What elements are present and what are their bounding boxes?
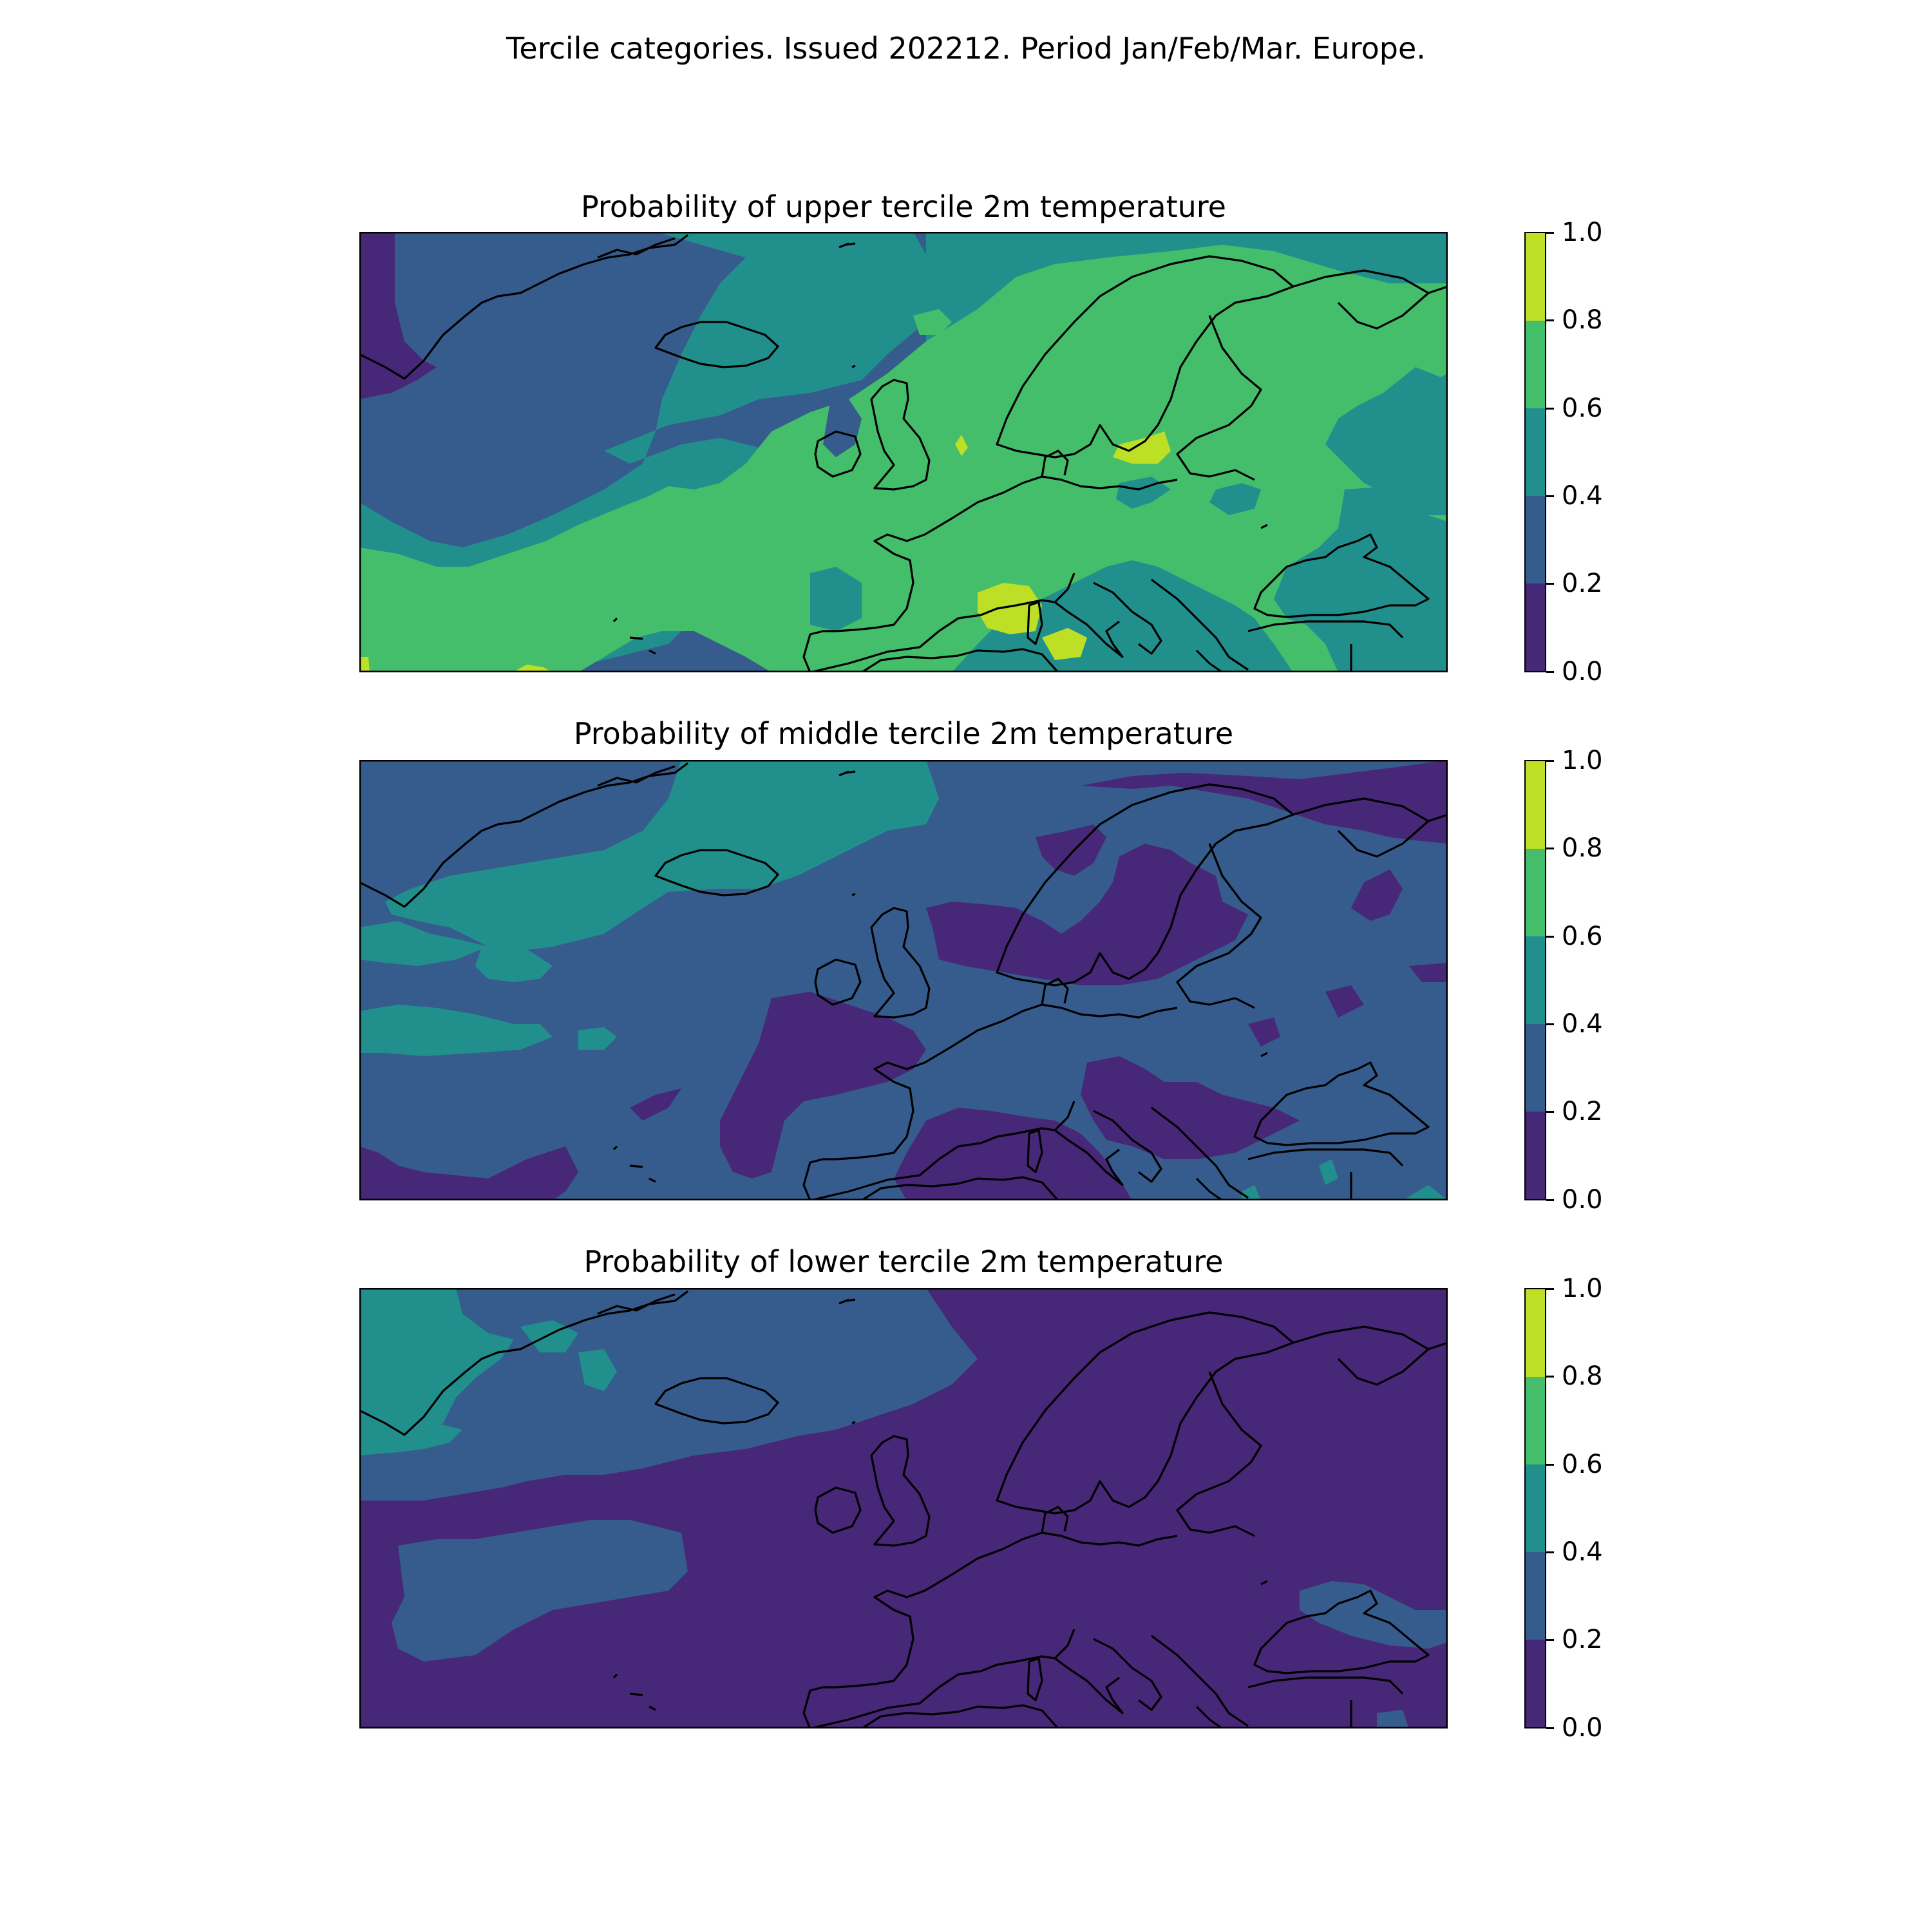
panel-middle-title: Probability of middle tercile 2m temperature [573,716,1234,751]
colorbar-upper [1524,232,1546,672]
panel-lower-title: Probability of lower tercile 2m temperature [583,1244,1224,1279]
colorbar-middle [1524,760,1546,1200]
panel-upper-title: Probability of upper tercile 2m temperature [581,189,1226,224]
map-upper-tercile [359,232,1448,672]
map-lower-tercile [359,1288,1448,1728]
figure-title: Tercile categories. Issued 202212. Period Jan/Feb/Mar. Europe. [506,31,1426,66]
map-middle-tercile [359,760,1448,1200]
colorbar-lower [1524,1288,1546,1728]
